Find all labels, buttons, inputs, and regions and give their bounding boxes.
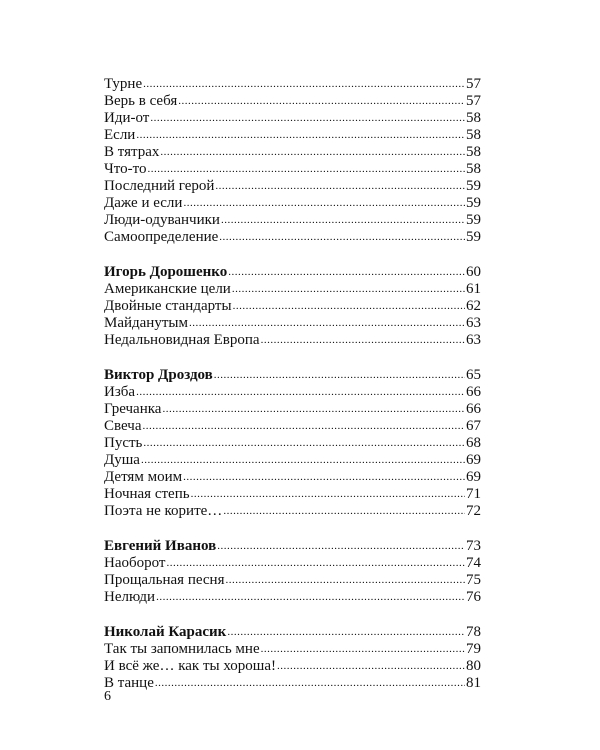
- toc-entry: [104, 229, 481, 246]
- author-name: Виктор Дроздов: [104, 367, 213, 383]
- toc-entry-page: 79: [466, 641, 481, 657]
- dot-leader: [166, 554, 465, 572]
- toc-entry: [104, 110, 481, 127]
- dot-leader: [136, 126, 465, 144]
- toc-entry-page: 73: [466, 538, 481, 554]
- toc-entry-title: Если: [104, 127, 136, 143]
- toc-entry: [104, 418, 481, 435]
- toc-entry: [104, 452, 481, 469]
- dot-leader: [178, 92, 465, 110]
- toc-entry-page: 58: [466, 161, 481, 177]
- toc-entry-page: 68: [466, 435, 481, 451]
- toc-entry: [104, 298, 481, 315]
- toc-entry-page: 65: [466, 367, 481, 383]
- toc-entry-title: Двойные стандарты: [104, 298, 232, 314]
- toc-entry: [104, 127, 481, 144]
- toc-entry-title: Ночная степь: [104, 486, 190, 502]
- toc-entry-title: Наоборот: [104, 555, 166, 571]
- toc-entry-title: Детям моим: [104, 469, 183, 485]
- toc-entry: [104, 93, 481, 110]
- toc-author-entry: [104, 367, 481, 384]
- toc-author-entry: [104, 624, 481, 641]
- toc-entry: [104, 555, 481, 572]
- toc-entry-page: 57: [466, 93, 481, 109]
- toc-entry-title: Изба: [104, 384, 136, 400]
- toc-entry: [104, 435, 481, 452]
- page-number: 6: [104, 689, 111, 704]
- toc-entry-page: 57: [466, 76, 481, 92]
- dot-leader: [215, 177, 465, 195]
- dot-leader: [219, 228, 465, 246]
- toc-entry: [104, 572, 481, 589]
- toc-entry-title: Последний герой: [104, 178, 215, 194]
- dot-leader: [277, 657, 465, 675]
- toc-entry-title: Гречанка: [104, 401, 162, 417]
- author-name: Игорь Дорошенко: [104, 264, 228, 280]
- toc-entry-title: Американские цели: [104, 281, 231, 297]
- toc-entry-title: Так ты запомнилась мне: [104, 641, 260, 657]
- toc-entry-page: 69: [466, 469, 481, 485]
- toc-entry-page: 67: [466, 418, 481, 434]
- toc-entry-title: Свеча: [104, 418, 142, 434]
- toc-entry-page: 66: [466, 384, 481, 400]
- toc-entry-title: Иди-от: [104, 110, 150, 126]
- dot-leader: [141, 451, 465, 469]
- toc-section: [104, 264, 481, 349]
- toc-entry-title: Самоопределение: [104, 229, 219, 245]
- toc-entry-title: Даже и если: [104, 195, 183, 211]
- toc-entry-title: Майданутым: [104, 315, 188, 331]
- toc-author-entry: [104, 264, 481, 281]
- dot-leader: [147, 160, 465, 178]
- toc-entry: [104, 281, 481, 298]
- toc-section: [104, 76, 481, 246]
- toc-entry: [104, 195, 481, 212]
- dot-leader: [162, 400, 465, 418]
- toc-entry-page: 62: [466, 298, 481, 314]
- toc-entry-page: 63: [466, 332, 481, 348]
- toc-entry-title: Недальновидная Европа: [104, 332, 260, 348]
- toc-author-entry: [104, 538, 481, 555]
- dot-leader: [143, 417, 466, 435]
- dot-leader: [233, 297, 465, 315]
- toc-entry-page: 81: [466, 675, 481, 691]
- toc-entry: [104, 469, 481, 486]
- toc-entry-title: Поэта не корите…: [104, 503, 223, 519]
- dot-leader: [143, 75, 465, 93]
- toc-entry-title: Турне: [104, 76, 143, 92]
- toc-entry-title: Прощальная песня: [104, 572, 225, 588]
- toc-entry-title: В танце: [104, 675, 154, 691]
- dot-leader: [214, 366, 465, 384]
- toc-entry-title: Нелюди: [104, 589, 156, 605]
- toc-entry-page: 69: [466, 452, 481, 468]
- toc-entry: [104, 76, 481, 93]
- toc-entry-page: 80: [466, 658, 481, 674]
- toc-entry-page: 75: [466, 572, 481, 588]
- dot-leader: [183, 468, 465, 486]
- dot-leader: [261, 640, 465, 658]
- toc-entry-page: 59: [466, 229, 481, 245]
- toc-entry-page: 58: [466, 127, 481, 143]
- toc-entry-title: В тятрах: [104, 144, 160, 160]
- dot-leader: [221, 211, 465, 229]
- dot-leader: [232, 280, 465, 298]
- author-name: Николай Карасик: [104, 624, 227, 640]
- dot-leader: [160, 143, 465, 161]
- toc-entry-page: 58: [466, 110, 481, 126]
- dot-leader: [150, 109, 465, 127]
- toc-entry-page: 59: [466, 195, 481, 211]
- dot-leader: [261, 331, 465, 349]
- toc-entry-page: 72: [466, 503, 481, 519]
- toc-entry-title: Душа: [104, 452, 140, 468]
- dot-leader: [189, 314, 465, 332]
- toc-entry: [104, 401, 481, 418]
- toc-entry: [104, 658, 481, 675]
- toc-entry: [104, 144, 481, 161]
- dot-leader: [136, 383, 465, 401]
- dot-leader: [227, 623, 465, 641]
- dot-leader: [143, 434, 465, 452]
- dot-leader: [155, 674, 465, 692]
- dot-leader: [225, 571, 465, 589]
- toc-entry: [104, 384, 481, 401]
- toc-entry-page: 78: [466, 624, 481, 640]
- toc-entry: [104, 212, 481, 229]
- dot-leader: [223, 502, 465, 520]
- toc-entry-page: 61: [466, 281, 481, 297]
- toc-entry-page: 59: [466, 212, 481, 228]
- toc-entry-title: Люди-одуванчики: [104, 212, 220, 228]
- toc-entry-page: 74: [466, 555, 481, 571]
- table-of-contents: [104, 76, 481, 692]
- toc-entry-page: 63: [466, 315, 481, 331]
- toc-entry-page: 66: [466, 401, 481, 417]
- toc-entry-page: 76: [466, 589, 481, 605]
- toc-entry: [104, 161, 481, 178]
- toc-entry-page: 71: [466, 486, 481, 502]
- toc-entry: [104, 332, 481, 349]
- toc-entry-page: 59: [466, 178, 481, 194]
- toc-entry-title: Что-то: [104, 161, 147, 177]
- dot-leader: [183, 194, 465, 212]
- dot-leader: [191, 485, 465, 503]
- toc-section: [104, 624, 481, 692]
- toc-entry: [104, 178, 481, 195]
- dot-leader: [156, 588, 465, 606]
- toc-entry: [104, 486, 481, 503]
- author-name: Евгений Иванов: [104, 538, 217, 554]
- toc-entry-title: Верь в себя: [104, 93, 178, 109]
- toc-entry: [104, 315, 481, 332]
- toc-entry-page: 58: [466, 144, 481, 160]
- toc-entry: [104, 641, 481, 658]
- dot-leader: [217, 537, 465, 555]
- toc-section: [104, 538, 481, 606]
- toc-section: [104, 367, 481, 520]
- toc-entry-title: Пусть: [104, 435, 143, 451]
- toc-entry: [104, 503, 481, 520]
- toc-entry-title: И всё же… как ты хороша!: [104, 658, 276, 674]
- toc-entry: [104, 589, 481, 606]
- toc-entry: [104, 675, 481, 692]
- toc-entry-page: 60: [466, 264, 481, 280]
- dot-leader: [228, 263, 465, 281]
